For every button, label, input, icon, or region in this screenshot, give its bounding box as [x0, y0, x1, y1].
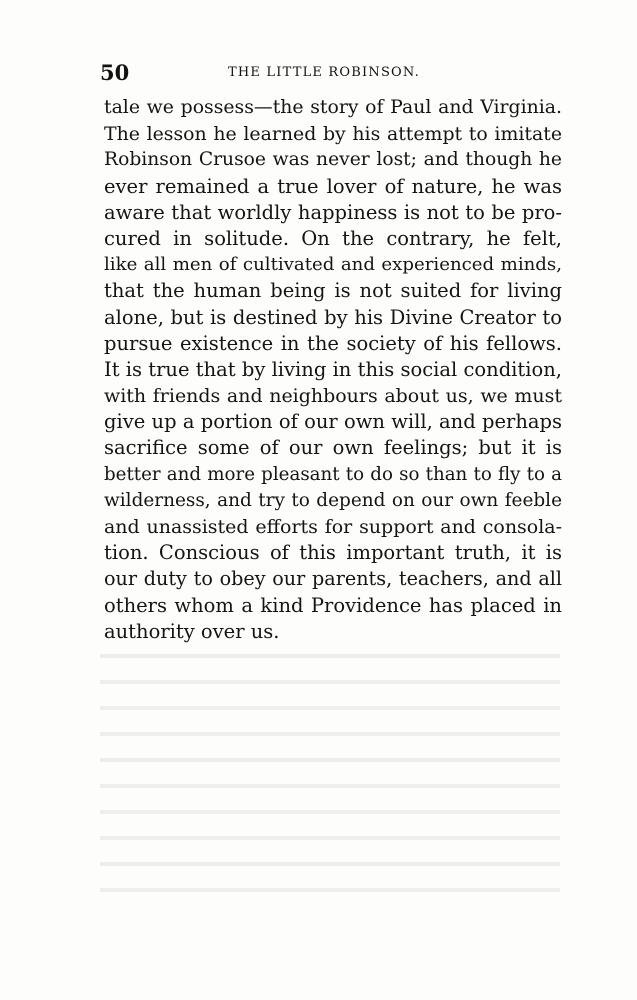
text-line: ever remained a true lover of nature, he was	[104, 174, 562, 198]
text-line: sacrifice some of our own feelings; but it is	[104, 436, 562, 460]
text-line: The lesson he learned by his attempt to imitate	[104, 123, 562, 146]
text-line: others whom a kind Providence has placed in	[104, 593, 562, 617]
text-line: authority over us.	[104, 619, 280, 643]
show-through-texture	[100, 640, 560, 900]
text-line: like all men of cultivated and experienced minds,	[104, 254, 562, 276]
text-line: wilderness, and try to depend on our own feeble	[104, 489, 562, 511]
text-line: give up a portion of our own will, and perhaps	[104, 410, 562, 434]
text-line: with friends and neighbours about us, we must	[104, 385, 562, 408]
text-line: Robinson Crusoe was never lost; and though he	[104, 149, 562, 171]
text-line: our duty to obey our parents, teachers, and all	[104, 567, 562, 591]
page-header	[100, 60, 562, 90]
text-line: that the human being is not suited for living	[104, 279, 562, 303]
text-line: tion. Conscious of this important truth, it is	[104, 541, 562, 565]
text-line: It is true that by living in this social condition,	[104, 357, 562, 381]
body-text	[104, 95, 562, 645]
text-line: aware that worldly happiness is not to be pro-	[104, 200, 562, 224]
text-line: better and more pleasant to do so than to fly to a	[104, 463, 562, 485]
running-head: THE LITTLE ROBINSON.	[228, 65, 420, 80]
page-number: 50	[100, 60, 130, 85]
text-line: pursue existence in the society of his fellows.	[104, 331, 562, 355]
text-line: cured in solitude. On the contrary, he felt,	[104, 226, 562, 250]
text-line: tale we possess—the story of Paul and Virginia.	[104, 97, 562, 118]
text-line: alone, but is destined by his Divine Creator to	[104, 305, 562, 329]
text-line: and unassisted efforts for support and consola-	[104, 516, 562, 538]
